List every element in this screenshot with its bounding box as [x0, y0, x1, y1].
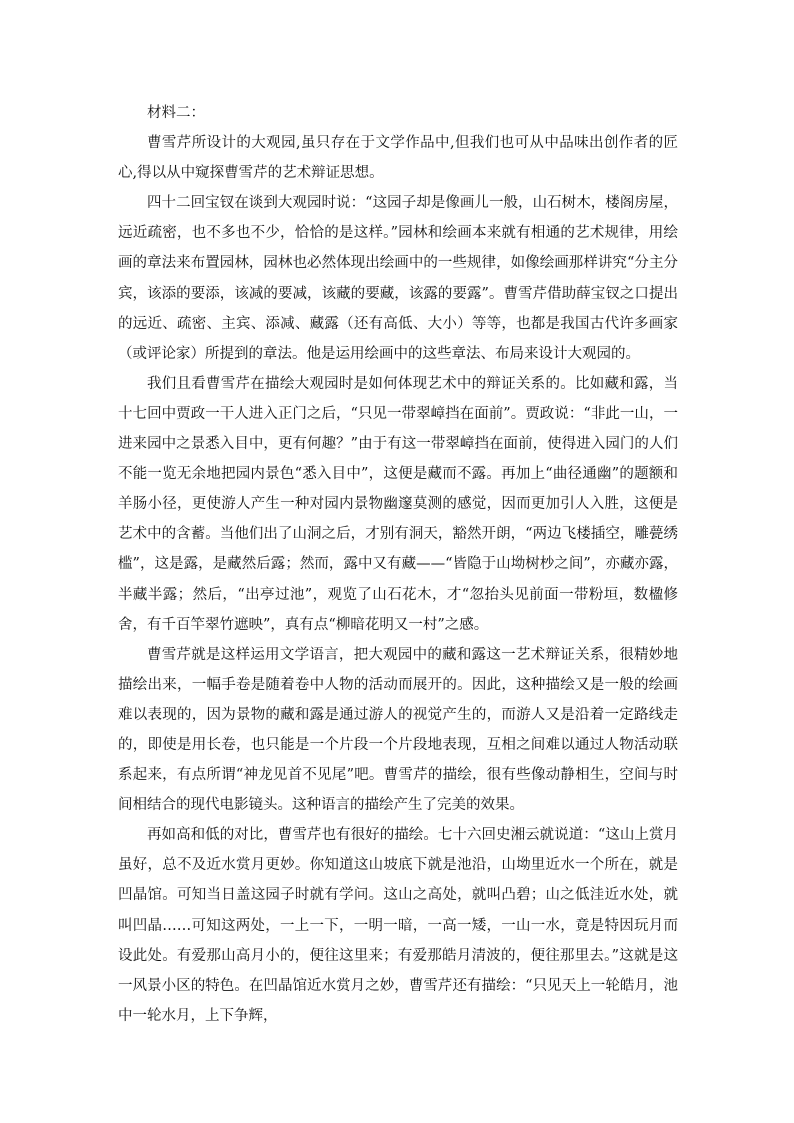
section-heading: 材料二：: [147, 105, 205, 121]
paragraph-3: 我们且看曹雪芹在描绘大观园时是如何体现艺术中的辩证关系的。比如藏和露，当十七回中贾政一干人进入正门之后，“只见一带翠嶂挡在面前”。贾政说：“非此一山，一进来园中之景悉入目中，更有何趣？”由于有这一带翠嶂挡在面前，使得进入园门的人们不能一览无余地把园内景色“悉入目中”，这便是藏而不露。再加上“曲径通幽”的题额和羊肠小径，更使游人产生一种对园内景物幽邃莫测的感觉，因而更加引人入胜，这便是艺术中的含蓄。当他们出了山洞之后，才别有洞天，豁然开朗，“两边飞楼插空，雕甍绣槛”，这是露，是藏然后露；然而，露中又有藏——“皆隐于山坳树杪之间”，亦藏亦露，半藏半露；然后，“出亭过池”，观览了山石花木，才“忽抬头见前面一带粉垣，数楹修舍，有千百竿翠竹遮映”，真有点“柳暗花明又一村”之感。: [118, 375, 678, 633]
paragraph-1: 曹雪芹所设计的大观园,虽只存在于文学作品中,但我们也可从中品味出创作者的匠心,得以从中窥探曹雪芹的艺术辩证思想。: [118, 135, 678, 182]
paragraph-2: 四十二回宝钗在谈到大观园时说：“这园子却是像画儿一般，山石树木，楼阁房屋，远近疏密，也不多也不少，恰恰的是这样。”园林和绘画本来就有相通的艺术规律，用绘画的章法来布置园林，园林也必然体现出绘画中的一些规律，如像绘画那样讲究“分主分宾，该添的要添，该减的要减，该藏的要藏，该露的要露”。曹雪芹借助薛宝钗之口提出的远近、疏密、主宾、添减、藏露（还有高低、大小）等等，也都是我国古代许多画家（或评论家）所提到的章法。他是运用绘画中的这些章法、布局来设计大观园的。: [118, 195, 678, 362]
paragraph-4: 曹雪芹就是这样运用文学语言，把大观园中的藏和露这一艺术辩证关系，很精妙地描绘出来，一幅手卷是随着卷中人物的活动而展开的。因此，这种描绘又是一般的绘画难以表现的，因为景物的藏和露是通过游人的视觉产生的，而游人又是沿着一定路线走的，即使是用长卷，也只能是一个片段一个片段地表现，互相之间难以通过人物活动联系起来，有点所谓“神龙见首不见尾”吧。曹雪芹的描绘，很有些像动静相生，空间与时间相结合的现代电影镜头。这种语言的描绘产生了完美的效果。: [118, 646, 678, 814]
document-body: [118, 98, 678, 1031]
paragraph-5: 再如高和低的对比，曹雪芹也有很好的描绘。七十六回史湘云就说道：“这山上赏月虽好，总不及近水赏月更妙。你知道这山坡底下就是池沿，山坳里近水一个所在，就是凹晶馆。可知当日盖这园子时就有学问。这山之高处，就叫凸碧；山之低洼近水处，就叫凹晶……可知这两处，一上一下，一明一暗，一高一矮，一山一水，竟是特因玩月而设此处。有爱那山高月小的，便往这里来；有爱那皓月清波的，便往那里去。”这就是这一风景小区的特色。在凹晶馆近水赏月之妙，曹雪芹还有描绘：“只见天上一轮皓月，池中一轮水月，上下争辉，: [118, 827, 678, 1024]
